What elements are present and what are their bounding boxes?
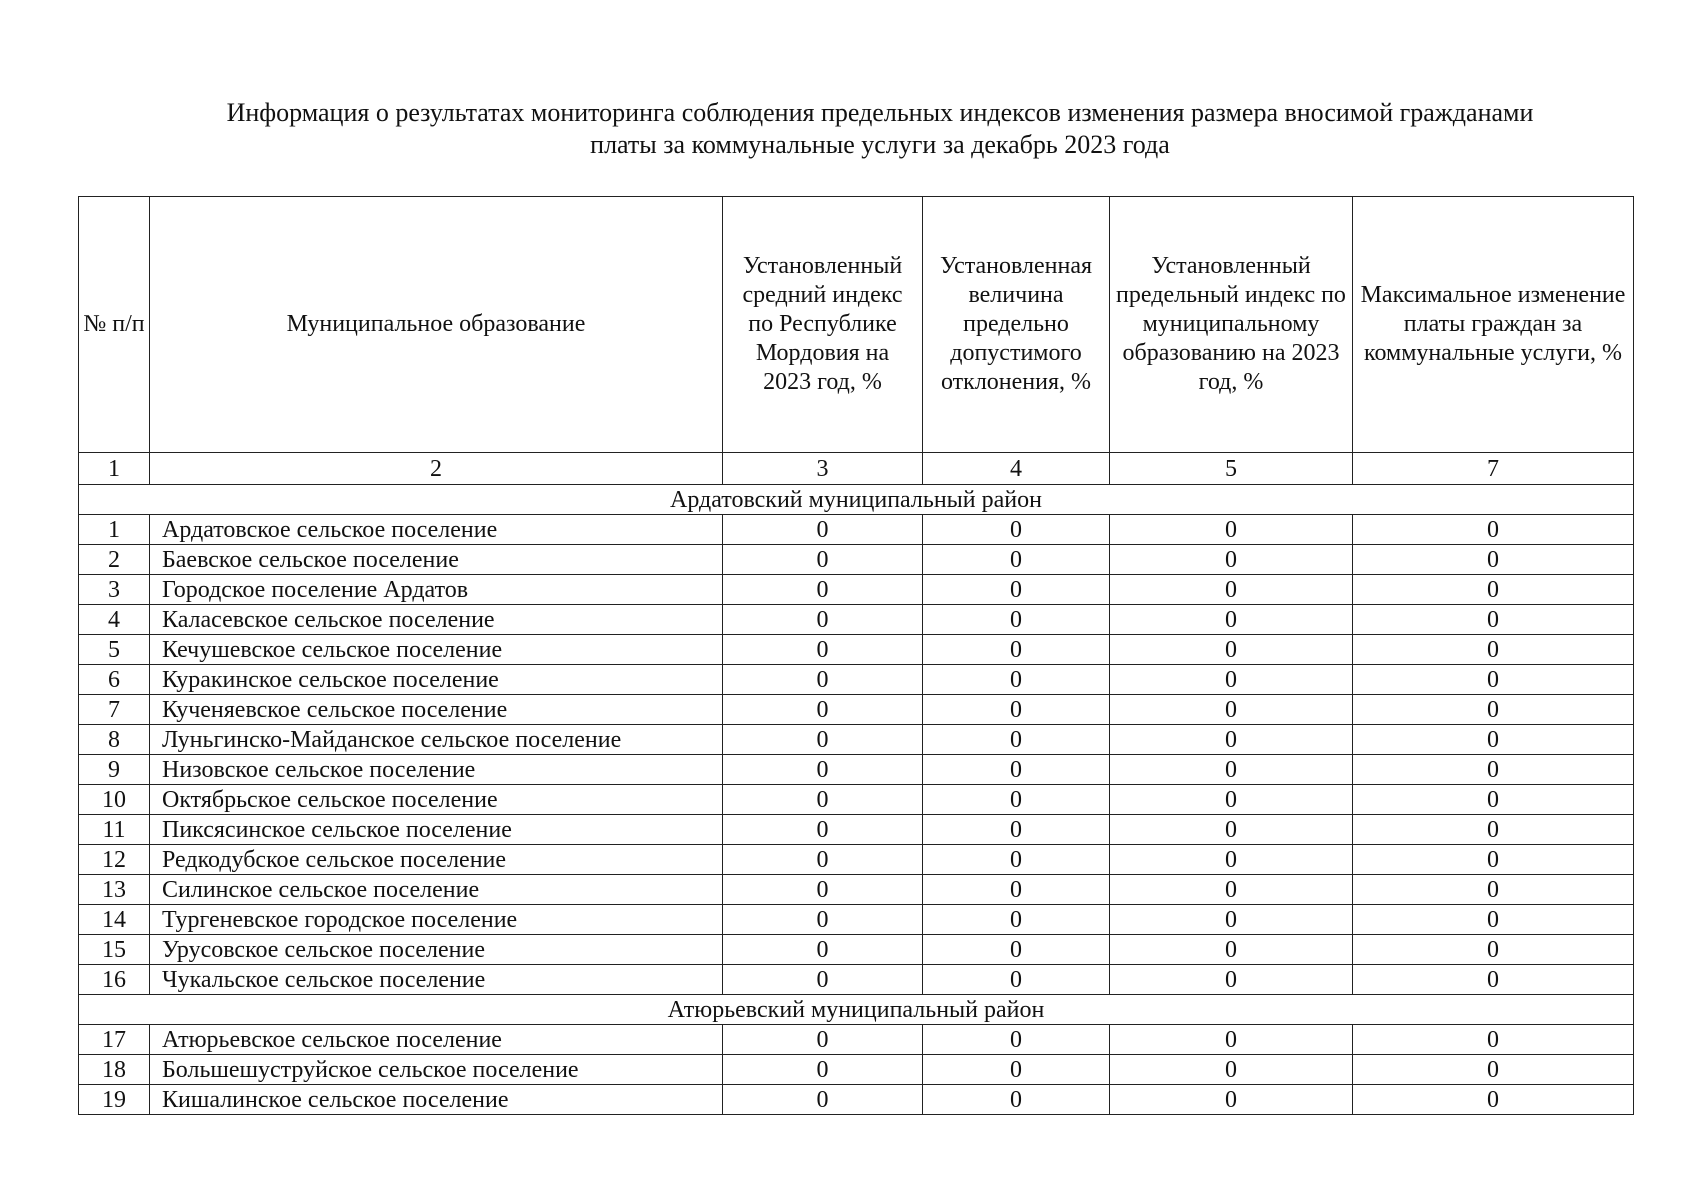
deviation-value: 0 [923, 845, 1110, 875]
table-row [79, 515, 1634, 545]
deviation-value: 0 [923, 635, 1110, 665]
limit-index-value: 0 [1110, 695, 1353, 725]
row-number: 9 [79, 755, 150, 785]
municipality-name: Кечушевское сельское поселение [150, 635, 723, 665]
max-change-value: 0 [1353, 515, 1634, 545]
table-row [79, 845, 1634, 875]
max-change-value: 0 [1353, 695, 1634, 725]
title-line-2: платы за коммунальные услуги за декабрь 2023 года [590, 130, 1170, 159]
table-row [79, 965, 1634, 995]
deviation-value: 0 [923, 965, 1110, 995]
max-change-value: 0 [1353, 785, 1634, 815]
deviation-value: 0 [923, 1055, 1110, 1085]
max-change-value: 0 [1353, 725, 1634, 755]
row-number: 12 [79, 845, 150, 875]
avg-index-value: 0 [723, 1085, 923, 1115]
max-change-value: 0 [1353, 965, 1634, 995]
municipality-name: Пиксясинское сельское поселение [150, 815, 723, 845]
row-number: 1 [79, 515, 150, 545]
max-change-value: 0 [1353, 665, 1634, 695]
avg-index-value: 0 [723, 635, 923, 665]
limit-index-value: 0 [1110, 875, 1353, 905]
municipality-name: Тургеневское городское поселение [150, 905, 723, 935]
municipality-name: Баевское сельское поселение [150, 545, 723, 575]
municipality-name: Урусовское сельское поселение [150, 935, 723, 965]
deviation-value: 0 [923, 575, 1110, 605]
max-change-value: 0 [1353, 635, 1634, 665]
limit-index-value: 0 [1110, 845, 1353, 875]
municipality-name: Городское поселение Ардатов [150, 575, 723, 605]
table-body [79, 453, 1634, 1115]
limit-index-value: 0 [1110, 635, 1353, 665]
row-number: 19 [79, 1085, 150, 1115]
deviation-value: 0 [923, 905, 1110, 935]
municipality-name: Редкодубское сельское поселение [150, 845, 723, 875]
deviation-value: 0 [923, 785, 1110, 815]
limit-index-value: 0 [1110, 575, 1353, 605]
avg-index-value: 0 [723, 1025, 923, 1055]
column-number: 2 [150, 453, 723, 485]
municipality-name: Чукальское сельское поселение [150, 965, 723, 995]
avg-index-value: 0 [723, 725, 923, 755]
column-number: 3 [723, 453, 923, 485]
max-change-value: 0 [1353, 1025, 1634, 1055]
avg-index-value: 0 [723, 755, 923, 785]
deviation-value: 0 [923, 605, 1110, 635]
limit-index-value: 0 [1110, 515, 1353, 545]
limit-index-value: 0 [1110, 935, 1353, 965]
max-change-value: 0 [1353, 815, 1634, 845]
limit-index-value: 0 [1110, 815, 1353, 845]
row-number: 16 [79, 965, 150, 995]
header-municipality: Муниципальное образование [150, 197, 723, 453]
max-change-value: 0 [1353, 875, 1634, 905]
table-row [79, 635, 1634, 665]
max-change-value: 0 [1353, 545, 1634, 575]
avg-index-value: 0 [723, 875, 923, 905]
district-header-row [79, 995, 1634, 1025]
row-number: 14 [79, 905, 150, 935]
avg-index-value: 0 [723, 515, 923, 545]
table-row [79, 725, 1634, 755]
row-number: 6 [79, 665, 150, 695]
column-number: 4 [923, 453, 1110, 485]
column-number-row [79, 453, 1634, 485]
table-row [79, 665, 1634, 695]
limit-index-value: 0 [1110, 965, 1353, 995]
avg-index-value: 0 [723, 545, 923, 575]
header-limit-index: Установленный предельный индекс по муниципальному образованию на 2023 год, % [1110, 197, 1353, 453]
avg-index-value: 0 [723, 785, 923, 815]
limit-index-value: 0 [1110, 1085, 1353, 1115]
limit-index-value: 0 [1110, 725, 1353, 755]
limit-index-value: 0 [1110, 605, 1353, 635]
district-name: Атюрьевский муниципальный район [79, 995, 1634, 1025]
limit-index-value: 0 [1110, 755, 1353, 785]
municipality-name: Низовское сельское поселение [150, 755, 723, 785]
deviation-value: 0 [923, 695, 1110, 725]
avg-index-value: 0 [723, 845, 923, 875]
table-row [79, 785, 1634, 815]
district-header-row [79, 485, 1634, 515]
deviation-value: 0 [923, 815, 1110, 845]
header-avg-index: Установленный средний индекс по Республике Мордовия на 2023 год, % [723, 197, 923, 453]
municipality-name: Луньгинско-Майданское сельское поселение [150, 725, 723, 755]
municipality-name: Ардатовское сельское поселение [150, 515, 723, 545]
deviation-value: 0 [923, 935, 1110, 965]
municipality-name: Атюрьевское сельское поселение [150, 1025, 723, 1055]
document-title [150, 97, 1610, 161]
max-change-value: 0 [1353, 845, 1634, 875]
table-row [79, 545, 1634, 575]
row-number: 8 [79, 725, 150, 755]
row-number: 3 [79, 575, 150, 605]
row-number: 7 [79, 695, 150, 725]
row-number: 10 [79, 785, 150, 815]
max-change-value: 0 [1353, 755, 1634, 785]
row-number: 17 [79, 1025, 150, 1055]
row-number: 5 [79, 635, 150, 665]
max-change-value: 0 [1353, 605, 1634, 635]
deviation-value: 0 [923, 1085, 1110, 1115]
monitoring-table [78, 196, 1634, 1115]
municipality-name: Каласевское сельское поселение [150, 605, 723, 635]
table-row [79, 575, 1634, 605]
header-deviation: Установленная величина предельно допустимого отклонения, % [923, 197, 1110, 453]
avg-index-value: 0 [723, 605, 923, 635]
limit-index-value: 0 [1110, 1025, 1353, 1055]
municipality-name: Куракинское сельское поселение [150, 665, 723, 695]
limit-index-value: 0 [1110, 785, 1353, 815]
max-change-value: 0 [1353, 935, 1634, 965]
row-number: 15 [79, 935, 150, 965]
table-row [79, 695, 1634, 725]
max-change-value: 0 [1353, 1055, 1634, 1085]
table-row [79, 1025, 1634, 1055]
deviation-value: 0 [923, 755, 1110, 785]
municipality-name: Силинское сельское поселение [150, 875, 723, 905]
deviation-value: 0 [923, 1025, 1110, 1055]
header-row [79, 197, 1634, 453]
limit-index-value: 0 [1110, 905, 1353, 935]
table-row [79, 605, 1634, 635]
municipality-name: Большешуструйское сельское поселение [150, 1055, 723, 1085]
row-number: 18 [79, 1055, 150, 1085]
column-number: 1 [79, 453, 150, 485]
title-line-1: Информация о результатах мониторинга соблюдения предельных индексов изменения размера вносимой гражданами [226, 98, 1534, 127]
avg-index-value: 0 [723, 695, 923, 725]
table-row [79, 815, 1634, 845]
column-number: 5 [1110, 453, 1353, 485]
header-max-change: Максимальное изменение платы граждан за коммунальные услуги, % [1353, 197, 1634, 453]
row-number: 2 [79, 545, 150, 575]
table-row [79, 875, 1634, 905]
limit-index-value: 0 [1110, 665, 1353, 695]
table-row [79, 935, 1634, 965]
max-change-value: 0 [1353, 575, 1634, 605]
table-row [79, 755, 1634, 785]
table-row [79, 905, 1634, 935]
avg-index-value: 0 [723, 935, 923, 965]
limit-index-value: 0 [1110, 545, 1353, 575]
header-number: № п/п [79, 197, 150, 453]
row-number: 13 [79, 875, 150, 905]
municipality-name: Кученяевское сельское поселение [150, 695, 723, 725]
table-row [79, 1055, 1634, 1085]
deviation-value: 0 [923, 875, 1110, 905]
deviation-value: 0 [923, 725, 1110, 755]
row-number: 4 [79, 605, 150, 635]
municipality-name: Октябрьское сельское поселение [150, 785, 723, 815]
district-name: Ардатовский муниципальный район [79, 485, 1634, 515]
avg-index-value: 0 [723, 815, 923, 845]
max-change-value: 0 [1353, 905, 1634, 935]
column-number: 7 [1353, 453, 1634, 485]
avg-index-value: 0 [723, 965, 923, 995]
municipality-name: Кишалинское сельское поселение [150, 1085, 723, 1115]
row-number: 11 [79, 815, 150, 845]
deviation-value: 0 [923, 665, 1110, 695]
avg-index-value: 0 [723, 665, 923, 695]
deviation-value: 0 [923, 545, 1110, 575]
avg-index-value: 0 [723, 905, 923, 935]
limit-index-value: 0 [1110, 1055, 1353, 1085]
max-change-value: 0 [1353, 1085, 1634, 1115]
avg-index-value: 0 [723, 1055, 923, 1085]
table-row [79, 1085, 1634, 1115]
avg-index-value: 0 [723, 575, 923, 605]
deviation-value: 0 [923, 515, 1110, 545]
